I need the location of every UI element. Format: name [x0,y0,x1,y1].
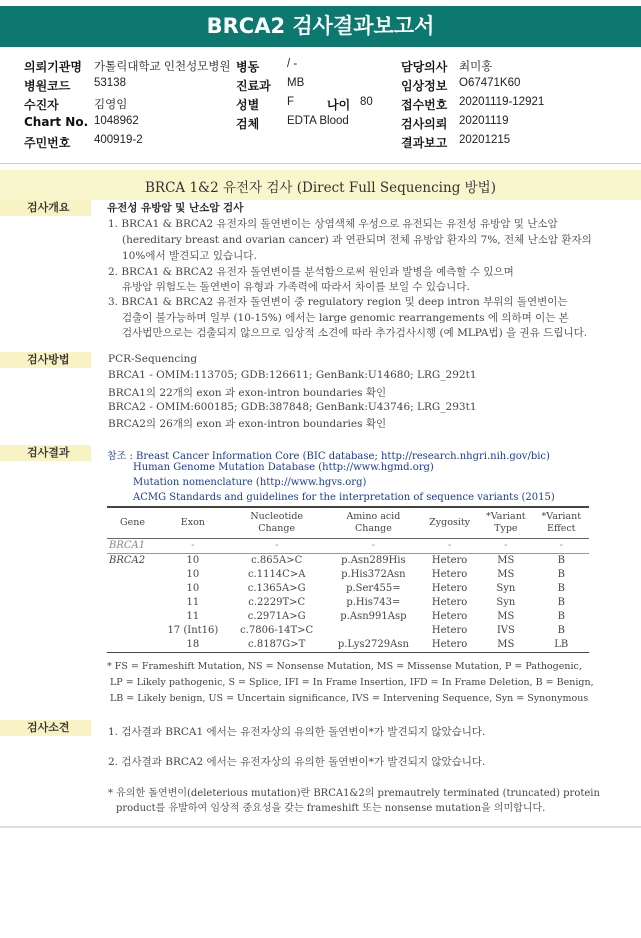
chart-value: 1048962 [94,115,139,127]
age-value: 80 [360,96,373,108]
table-cell: Hetero [431,638,468,650]
table-cell: MS [497,554,515,566]
table-cell: 10 [186,568,200,580]
table-cell: BRCA2 [109,554,146,566]
table-row [107,638,589,653]
clinical-label: 임상정보 [401,79,448,93]
overview-line: 1. BRCA1 & BRCA2 유전자의 돌연변이는 상염색체 우성으로 유전되는 유전성 유방암 및 난소암 [108,218,558,230]
table-row [107,538,589,553]
table-cell [326,624,421,638]
table-cell: B [557,624,565,636]
table-cell: Syn [496,582,516,594]
footnote-line: LP = Likely pathogenic, S = Splice, IFI = In Frame Insertion, IFD = In Frame Deletion, B = Benign, [110,677,594,688]
doctor-value: 최미홍 [459,61,493,73]
table-row [107,553,589,568]
hospcode-value: 53138 [94,77,126,89]
footnote-line: LB = Likely benign, US = Uncertain significance, IVS = Intervening Sequence, Syn = Synonymous [110,693,589,704]
table-cell: Hetero [431,596,468,608]
footnote-line: * FS = Frameshift Mutation, NS = Nonsense Mutation, MS = Missense Mutation, P = Pathogenic, [107,661,582,672]
table-cell: B [557,568,565,580]
overview-label: 검사개요 [0,200,91,216]
rrn-value: 400919-2 [94,134,143,146]
table-header-cell: Exon [158,507,228,538]
table-row [107,568,589,582]
table-cell: c.2971A>G [247,610,306,622]
table-cell: IVS [496,624,515,636]
table-cell: p.Ser455= [346,582,401,594]
overview-line: (hereditary breast and ovarian cancer) 과 연관되며 전체 유방암 환자의 7%, 전체 난소암 환자의 [122,234,592,246]
table-cell: 10 [186,554,200,566]
table-cell: c.1365A>G [247,582,306,594]
table-cell: p.Asn289His [341,554,406,566]
table-cell: - [326,538,421,553]
table-cell: - [421,538,478,553]
overview-heading: 유전성 유방암 및 난소암 검사 [107,202,244,214]
table-cell: - [158,538,228,553]
receipt-value: 20201119-12921 [459,96,545,108]
table-cell [107,624,158,638]
table-cell: - [534,538,589,553]
table-cell [107,638,158,653]
rrn-label: 주민번호 [24,136,71,150]
table-cell: 10 [186,582,200,594]
opinion-line: * 유의한 돌연변이(deleterious mutation)란 BRCA1&2의 premautrely terminated (truncated) protein [108,788,600,799]
table-header-cell: Amino acid Change [326,507,421,538]
table-cell: MS [497,568,515,580]
table-row [107,596,589,610]
table-row [107,582,589,596]
method-line: PCR-Sequencing [108,353,198,365]
table-cell: 18 [186,638,200,650]
report-value: 20201215 [459,134,511,146]
receipt-label: 접수번호 [401,98,448,112]
method-line: BRCA1의 22개의 exon 과 exon-intron boundaries 확인 [108,387,387,399]
table-header-cell: Gene [107,507,158,538]
overview-line: 유방암 위험도는 돌연변이 유형과 가족력에 따라서 차이를 보일 수 있습니다. [122,281,470,293]
table-cell: MS [497,610,515,622]
request-label: 검사의뢰 [401,117,448,131]
method-label: 검사방법 [0,352,91,368]
table-cell: B [557,610,565,622]
sex-label: 성별 [236,98,260,112]
table-row [107,610,589,624]
table-cell: c.2229T>C [248,596,306,608]
inst-label: 의뢰기관명 [24,60,82,74]
overview-line: 2. BRCA1 & BRCA2 유전자 돌연변이를 분석함으로써 원인과 발병을 예측할 수 있으며 [108,266,514,278]
table-row [107,624,589,638]
table-cell: BRCA1 [107,538,158,553]
table-cell: Hetero [431,624,468,636]
table-header-row [107,507,589,538]
opinion-line: product를 유발하여 임상적 중요성을 갖는 frameshift 또는 nonsense mutation을 의미합니다. [116,803,546,814]
table-header-cell: Zygosity [421,507,478,538]
opinion-line: 1. 검사결과 BRCA1 에서는 유전자상의 유의한 돌연변이*가 발견되지 않았습니다. [108,726,486,738]
clinical-value: O67471K60 [459,77,521,89]
opinion-line: 2. 검사결과 BRCA2 에서는 유전자상의 유의한 돌연변이*가 발견되지 않았습니다. [108,756,486,768]
report-title-bar: BRCA2 검사결과보고서 [0,6,641,47]
table-cell: 17 (Int16) [167,624,219,636]
table-cell [107,610,158,624]
dept-label: 진료과 [236,79,271,93]
table-cell: B [557,554,565,566]
request-value: 20201119 [459,115,509,127]
table-cell: c.865A>C [251,554,303,566]
table-cell: Hetero [431,554,468,566]
table-header-cell: Nucleotide Change [228,507,326,538]
ref-line: 참조 : Breast Cancer Information Core (BIC database; http://research.nhgri.nih.gov/bic) [107,451,550,462]
patient-value: 김영임 [94,99,128,111]
table-cell: c.1114C>A [247,568,306,580]
table-cell: LB [554,638,569,650]
dept-value: MB [287,77,305,89]
bottom-divider [0,826,641,828]
variant-table-body [107,538,589,652]
table-cell: 11 [186,610,200,622]
hospcode-label: 병원코드 [24,79,71,93]
table-cell: p.Lys2729Asn [337,638,409,650]
chart-label: Chart No. [24,115,89,129]
ward-label: 병동 [236,60,260,74]
table-header-cell: *Variant Type [478,507,533,538]
table-cell: Hetero [431,582,468,594]
table-cell: Syn [496,596,516,608]
ref-line: ACMG Standards and guidelines for the interpretation of sequence variants (2015) [133,492,555,503]
table-cell: B [557,582,565,594]
opinion-label: 검사소견 [0,720,91,736]
table-cell: - [228,538,326,553]
table-cell: B [557,596,565,608]
ward-value: / - [287,58,298,70]
patient-label: 수진자 [24,98,59,112]
table-cell: Hetero [431,610,468,622]
report-label: 결과보고 [401,136,448,150]
table-cell: - [478,538,533,553]
table-header-cell: *Variant Effect [534,507,589,538]
table-cell [107,596,158,610]
method-line: BRCA2 - OMIM:600185; GDB:387848; GenBank:U43746; LRG_293t1 [108,401,477,413]
inst-value: 가톨릭대학교 인천성모병원 [94,61,231,73]
method-line: BRCA1 - OMIM:113705; GDB:126611; GenBank:U14680; LRG_292t1 [108,369,477,381]
overview-line: 3. BRCA1 & BRCA2 유전자 돌연변이 중 regulatory region 및 deep intron 부위의 돌연변이는 [108,296,568,308]
doctor-label: 담당의사 [401,60,448,74]
table-cell: MS [497,638,515,650]
result-label: 검사결과 [0,445,91,461]
table-cell [107,582,158,596]
table-cell: c.7806-14T>C [240,624,314,636]
method-line: BRCA2의 26개의 exon 과 exon-intron boundaries 확인 [108,418,387,430]
table-cell: p.His743= [346,596,401,608]
age-label: 나이 [327,98,351,112]
specimen-label: 검체 [236,117,260,131]
table-cell: p.His372Asn [341,568,406,580]
table-cell: 11 [186,596,200,608]
ref-line: Mutation nomenclature (http://www.hgvs.org) [133,477,367,488]
overview-line: 검사법만으로는 검출되지 않으므로 임상적 소견에 따라 추가검사시행 (예 MLPA법) 을 권유 드립니다. [122,327,588,339]
table-cell: c.8187G>T [248,638,306,650]
sex-value: F [287,96,295,108]
table-cell: Hetero [431,568,468,580]
overview-line: 검출이 불가능하며 일부 (10-15%) 에서는 large genomic rearrangements 에 의하며 이는 본 [122,312,569,324]
table-cell: p.Asn991Asp [340,610,407,622]
report-section-title: BRCA 1&2 유전자 검사 (Direct Full Sequencing 방법) [145,180,496,196]
specimen-value: EDTA Blood [287,115,349,127]
variant-table [107,506,589,653]
table-cell [107,568,158,582]
overview-line: 10%에서 발견되고 있습니다. [122,250,257,262]
ref-line: Human Genome Mutation Database (http://www.hgmd.org) [133,462,434,473]
